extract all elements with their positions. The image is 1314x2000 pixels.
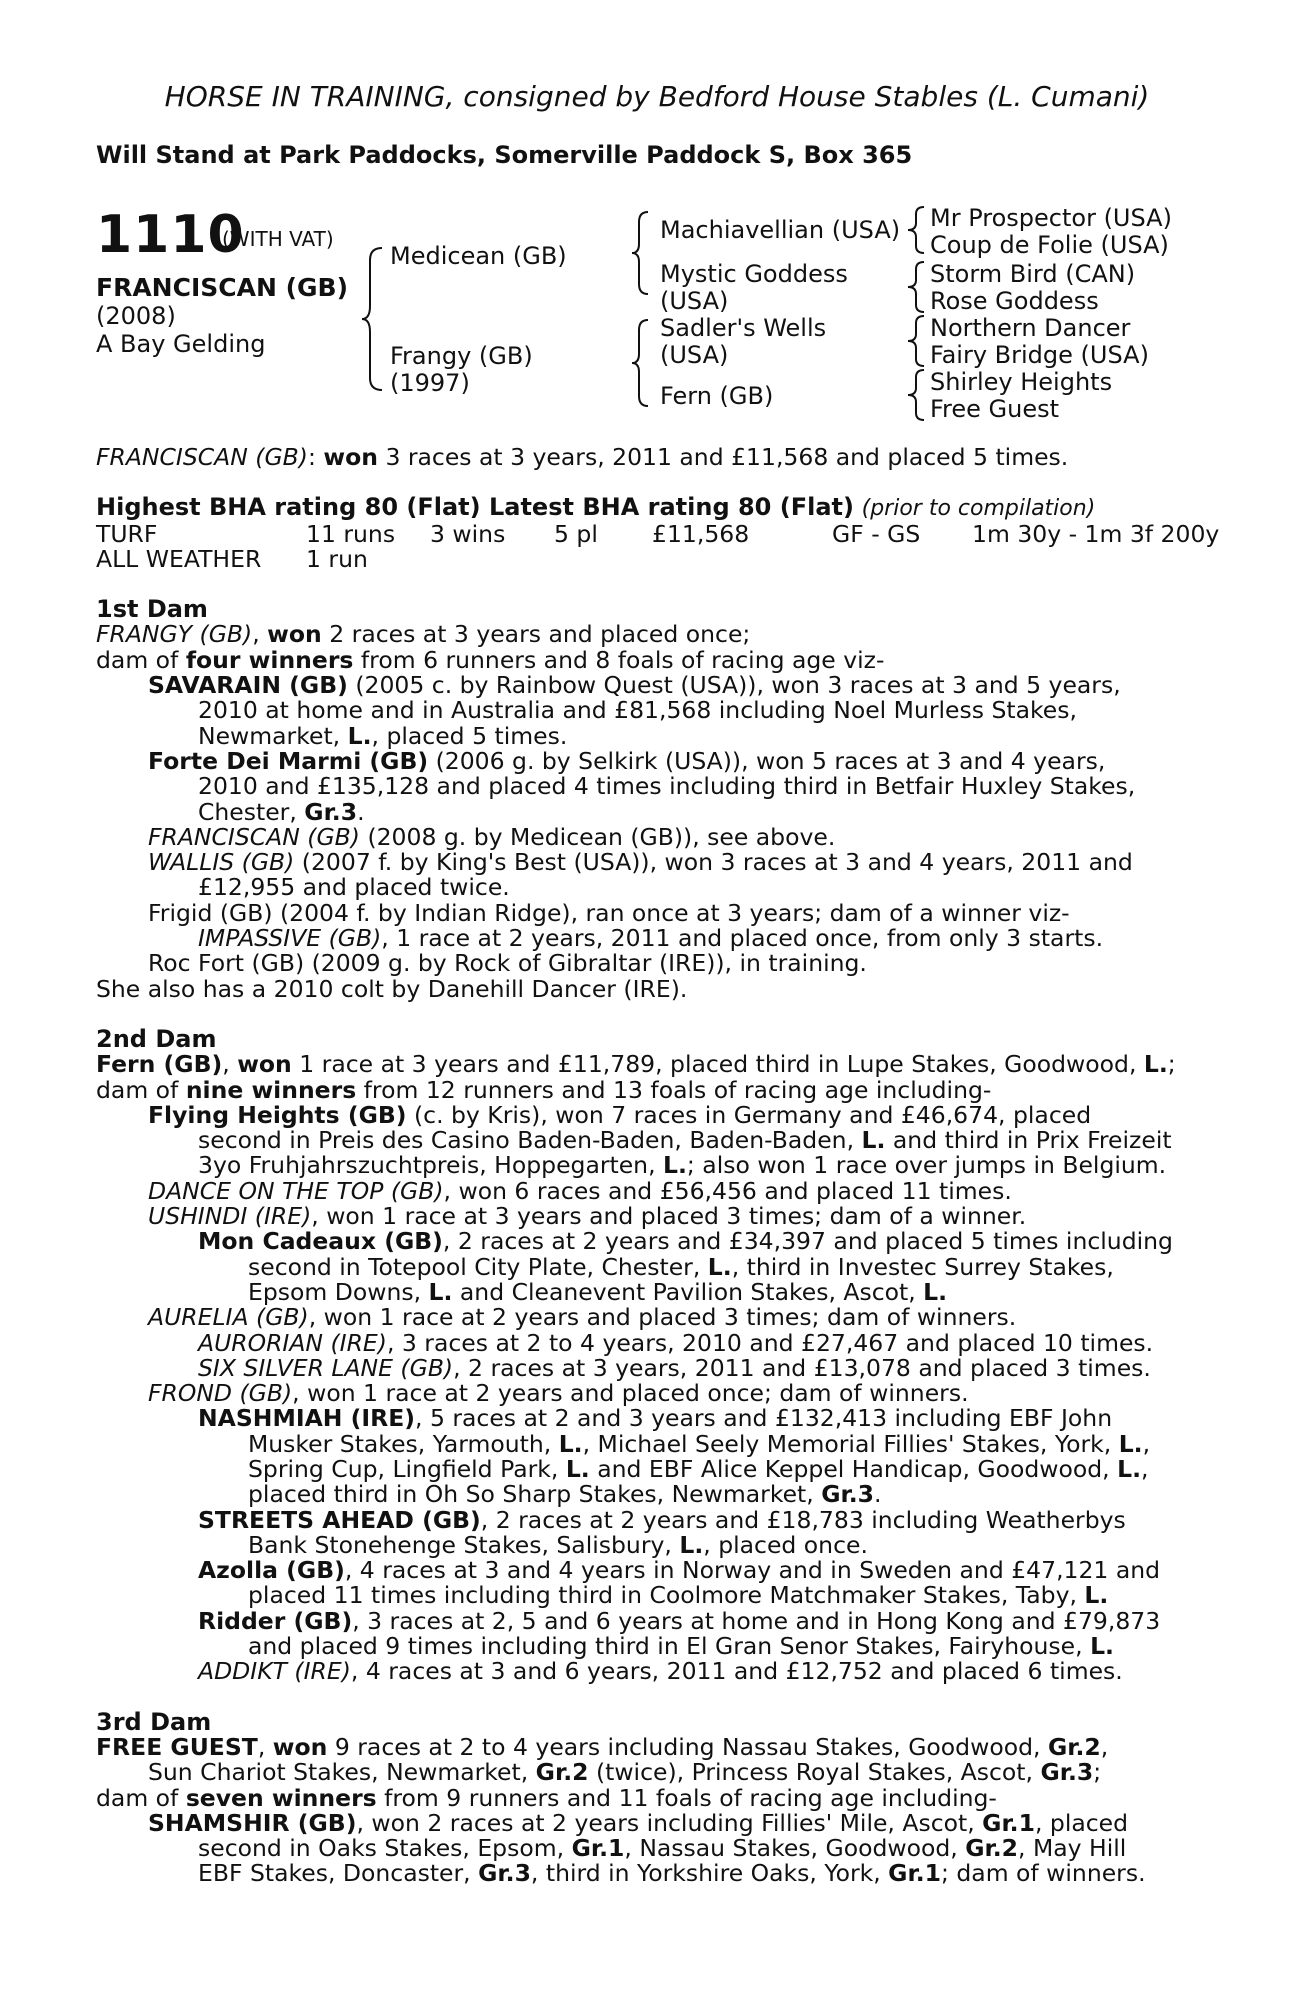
second-dam-heading: 2nd Dam [96,1024,217,1053]
entry-frigid: Frigid (GB) (2004 f. by Indian Ridge), ran once at 3 years; dam of a winner viz- [148,898,1070,927]
entry-aurelia: AURELIA (GB), won 1 race at 2 years and placed 3 times; dam of winners. [148,1303,1017,1332]
pedigree-brace-horse [360,246,386,392]
entry-savarain: SAVARAIN (GB) (2005 c. by Rainbow Quest (USA)), won 3 races at 3 and 5 years, [148,671,1121,700]
entry-streets-ahead: STREETS AHEAD (GB), 2 races at 2 years and £18,783 including Weatherbys [198,1505,1126,1534]
pedigree-sdd: Rose Goddess [930,287,1099,315]
entry-ushindi: USHINDI (IRE), won 1 race at 3 years and placed 3 times; dam of a winner. [148,1202,1027,1231]
entry-forte-dei-marmi: Forte Dei Marmi (GB) (2006 g. by Selkirk (USA)), won 5 races at 3 and 4 years, [148,746,1106,775]
foaling-year: (2008) [96,302,176,330]
record-row-turf: TURF 11 runs 3 wins 5 pl £11,568 GF - GS 1m 30y - 1m 3f 200y [96,519,1220,548]
entry-azolla: Azolla (GB), 4 races at 3 and 4 years in Norway and in Sweden and £47,121 and [198,1556,1161,1585]
entry-dance-on-the-top: DANCE ON THE TOP (GB), won 6 races and £56,456 and placed 11 times. [148,1176,1012,1205]
pedigree-dam-sire-origin: (USA) [660,341,729,369]
entry-addikt: ADDIKT (IRE), 4 races at 3 and 6 years, 2011 and £12,752 and placed 6 times. [198,1657,1123,1686]
pedigree-sire-sire: Machiavellian (USA) [660,216,901,244]
pedigree-brace-dd [906,368,928,422]
pedigree-dam-year: (1997) [390,369,470,397]
lot-number: 1110 [96,205,245,265]
entry-frond: FROND (GB), won 1 race at 2 years and placed once; dam of winners. [148,1379,969,1408]
entry-franciscan: FRANCISCAN (GB) (2008 g. by Medicean (GB)), see above. [148,822,836,851]
second-dam-line: Fern (GB), won 1 race at 3 years and £11,789, placed third in Lupe Stakes, Goodwood, L.; [96,1050,1176,1079]
entry-ridder: Ridder (GB), 3 races at 2, 5 and 6 years at home and in Hong Kong and £79,873 [198,1606,1161,1635]
record-row-all-weather: ALL WEATHER 1 run [96,544,368,573]
second-dam-produce: dam of nine winners from 12 runners and 13 foals of racing age including- [96,1075,992,1104]
entry-wallis: WALLIS (GB) (2007 f. by King's Best (USA)), won 3 races at 3 and 4 years, 2011 and [148,848,1133,877]
entry-shamshir: SHAMSHIR (GB), won 2 races at 2 years including Fillies' Mile, Ascot, Gr.1, placed [148,1808,1129,1837]
entry-impassive: IMPASSIVE (GB), 1 race at 2 years, 2011 and placed once, from only 3 starts. [198,924,1104,953]
catalogue-body: FRANCISCAN (GB): won 3 races at 3 years, 2011 and £11,568 and placed 5 times. Highest BHA rating 80 (Flat) Latest BHA rating 80 (Flat) (prior to compilation) TURF 11 runs 3 wins 5 pl £11,568 GF - GS 1m 30y - 1m 3f 200y ALL WEATHER 1 run 1st Dam FRANGY (GB), won 2 races at 3 years and placed once; dam of four winners from 6 runners and 8 foals of racing age viz- SAVARAIN (GB) (2005 c. by Rainbow Quest (USA)), won 3 races at 3 and 5 years, 2010 at home and in Australia and £81,568 including Noel Murless Stakes, Newmarket, L., placed 5 times. Forte Dei Marmi (GB) (2006 g. by Selkirk (USA)), won 5 races at 3 and 4 years, 2010 and £135,128 and placed 4 times including third in Betfair Huxley Stakes, Chester, Gr.3. FRANCISCAN (GB) (2008 g. by Medicean (GB)), see above. WALLIS (GB) (2007 f. by King's Best (USA)), won 3 races at 3 and 4 years, 2011 and £12,955 and placed twice. Frigid (GB) (2004 f. by Indian Ridge), ran once at 3 years; dam of a winner viz- IMPASSIVE (GB), 1 race at 2 years, 2011 and placed once, from only 3 starts. Roc Fort (GB) (2009 g. by Rock of Gibraltar (IRE)), in training. She also has a 2010 colt by Danehill Dancer (IRE). 2nd Dam Fern (GB), won 1 race at 3 years and £11,789, placed third in Lupe Stakes, Goodwood, L.; dam of nine winners from 12 runners and 13 foals of racing age including- Flying Heights (GB) (c. by Kris), won 7 races in Germany and £46,674, placed second in Preis des Casino Baden-Baden, Baden-Baden, L. and third in Prix Freizeit 3yo Fruhjahrszuchtpreis, Hoppegarten, L.; also won 1 race over jumps in Belgium. DANCE ON THE TOP (GB), won 6 races and £56,456 and placed 11 times. USHINDI (IRE), won 1 race at 3 years and placed 3 times; dam of a winner. Mon Cadeaux (GB), 2 races at 2 years and £34,397 and placed 5 times including second in Totepool City Plate, Chester, L., third in Investec Surrey Stakes, Epsom Downs, L. and Cleanevent Pavilion Stakes, Ascot, L. AURELIA (GB), won 1 race at 2 years and placed 3 times; dam of winners. AURORIAN (IRE), 3 races at 2 to 4 years, 2010 and £27,467 and placed 10 times. SIX SILVER LANE (GB), 2 races at 3 years, 2011 and £13,078 and placed 3 times. FROND (GB), won 1 race at 2 years and placed once; dam of winners. NASHMIAH (IRE), 5 races at 2 and 3 years and £132,413 including EBF John Musker Stakes, Yarmouth, L., Michael Seely Memorial Fillies' Stakes, York, L., Spring Cup, Lingfield Park, L. and EBF Alice Keppel Handicap, Goodwood, L., placed third in Oh So Sharp Stakes, Newmarket, Gr.3. STREETS AHEAD (GB), 2 races at 2 years and £18,783 including Weatherbys Bank Stonehenge Stakes, Salisbury, L., placed once. Azolla (GB), 4 races at 3 and 4 years in Norway and in Sweden and £47,121 and placed 11 times including third in Coolmore Matchmaker Stakes, Taby, L. Ridder (GB), 3 races at 2, 5 and 6 years at home and in Hong Kong and £79,873 and placed 9 times including third in El Gran Senor Stakes, Fairyhouse, L. ADDIKT (IRE), 4 races at 3 and 6 years, 2011 and £12,752 and placed 6 times. 3rd Dam FREE GUEST, won 9 races at 2 to 4 years including Nassau Stakes, Goodwood, Gr.2, Sun Chariot Stakes, Newmarket, Gr.2 (twice), Princess Royal Stakes, Ascot, Gr.3; dam of seven winners from 9 runners and 11 foals of racing age including- SHAMSHIR (GB), won 2 races at 2 years including Fillies' Mile, Ascot, Gr.1, placed second in Oaks Stakes, Epsom, Gr.1, Nassau Stakes, Goodwood, Gr.2, May Hill EBF Stakes, Doncaster, Gr.3, third in Yorkshire Oaks, York, Gr.1; dam of winners. [96,443,1220,1888]
entry-roc-fort: Roc Fort (GB) (2009 g. by Rock of Gibraltar (IRE)), in training. [148,949,867,978]
entry-mon-cadeaux: Mon Cadeaux (GB), 2 races at 2 years and £34,397 and placed 5 times including [198,1227,1173,1256]
pedigree-brace-sd [906,260,928,314]
page-header: HORSE IN TRAINING, consigned by Bedford House Stables (L. Cumani) [164,80,1150,113]
pedigree-brace-ds [906,314,928,368]
first-dam-produce: dam of four winners from 6 runners and 8 foals of racing age viz- [96,645,885,674]
first-dam-heading: 1st Dam [96,595,208,624]
entry-aurorian: AURORIAN (IRE), 3 races at 2 to 4 years, 2010 and £27,467 and placed 10 times. [198,1328,1154,1357]
horse-name: FRANCISCAN (GB) [96,273,349,302]
first-dam-line: FRANGY (GB), won 2 races at 3 years and placed once; [96,620,751,649]
entry-colt-note: She also has a 2010 colt by Danehill Dancer (IRE). [96,974,688,1003]
pedigree-sire-dam: Mystic Goddess [660,260,848,288]
pedigree-dam-dam: Fern (GB) [660,382,774,410]
pedigree-sds: Storm Bird (CAN) [930,260,1136,288]
pedigree-ssd: Coup de Folie (USA) [930,231,1169,259]
third-dam-produce: dam of seven winners from 9 runners and 11 foals of racing age including- [96,1783,997,1812]
pedigree-brace-dam [630,318,652,408]
third-dam-heading: 3rd Dam [96,1707,212,1736]
vat-note: (WITH VAT) [222,227,334,251]
pedigree-brace-ss [906,205,928,255]
pedigree-sire-dam-origin: (USA) [660,287,729,315]
pedigree-dsd: Fairy Bridge (USA) [930,341,1149,369]
pedigree-ddd: Free Guest [930,395,1060,423]
entry-six-silver-lane: SIX SILVER LANE (GB), 2 races at 3 years, 2011 and £13,078 and placed 3 times. [198,1353,1151,1382]
pedigree-sire: Medicean (GB) [390,242,567,270]
race-summary: FRANCISCAN (GB): won 3 races at 3 years, 2011 and £11,568 and placed 5 times. [96,443,1069,471]
stand-location: Will Stand at Park Paddocks, Somerville Paddock S, Box 365 [96,141,913,169]
pedigree-sss: Mr Prospector (USA) [930,204,1172,232]
pedigree-dam: Frangy (GB) [390,342,533,370]
horse-description: A Bay Gelding [96,330,266,358]
pedigree-dds: Shirley Heights [930,368,1113,396]
bha-rating: Highest BHA rating 80 (Flat) Latest BHA rating 80 (Flat) (prior to compilation) [96,493,1096,522]
entry-flying-heights: Flying Heights (GB) (c. by Kris), won 7 races in Germany and £46,674, placed [148,1100,1092,1129]
pedigree-brace-sire [630,210,652,296]
entry-nashmiah: NASHMIAH (IRE), 5 races at 2 and 3 years and £132,413 including EBF John [198,1404,1113,1433]
pedigree-dam-sire: Sadler's Wells [660,314,827,342]
third-dam-line: FREE GUEST, won 9 races at 2 to 4 years including Nassau Stakes, Goodwood, Gr.2, [96,1732,1109,1761]
pedigree-dss: Northern Dancer [930,314,1131,342]
